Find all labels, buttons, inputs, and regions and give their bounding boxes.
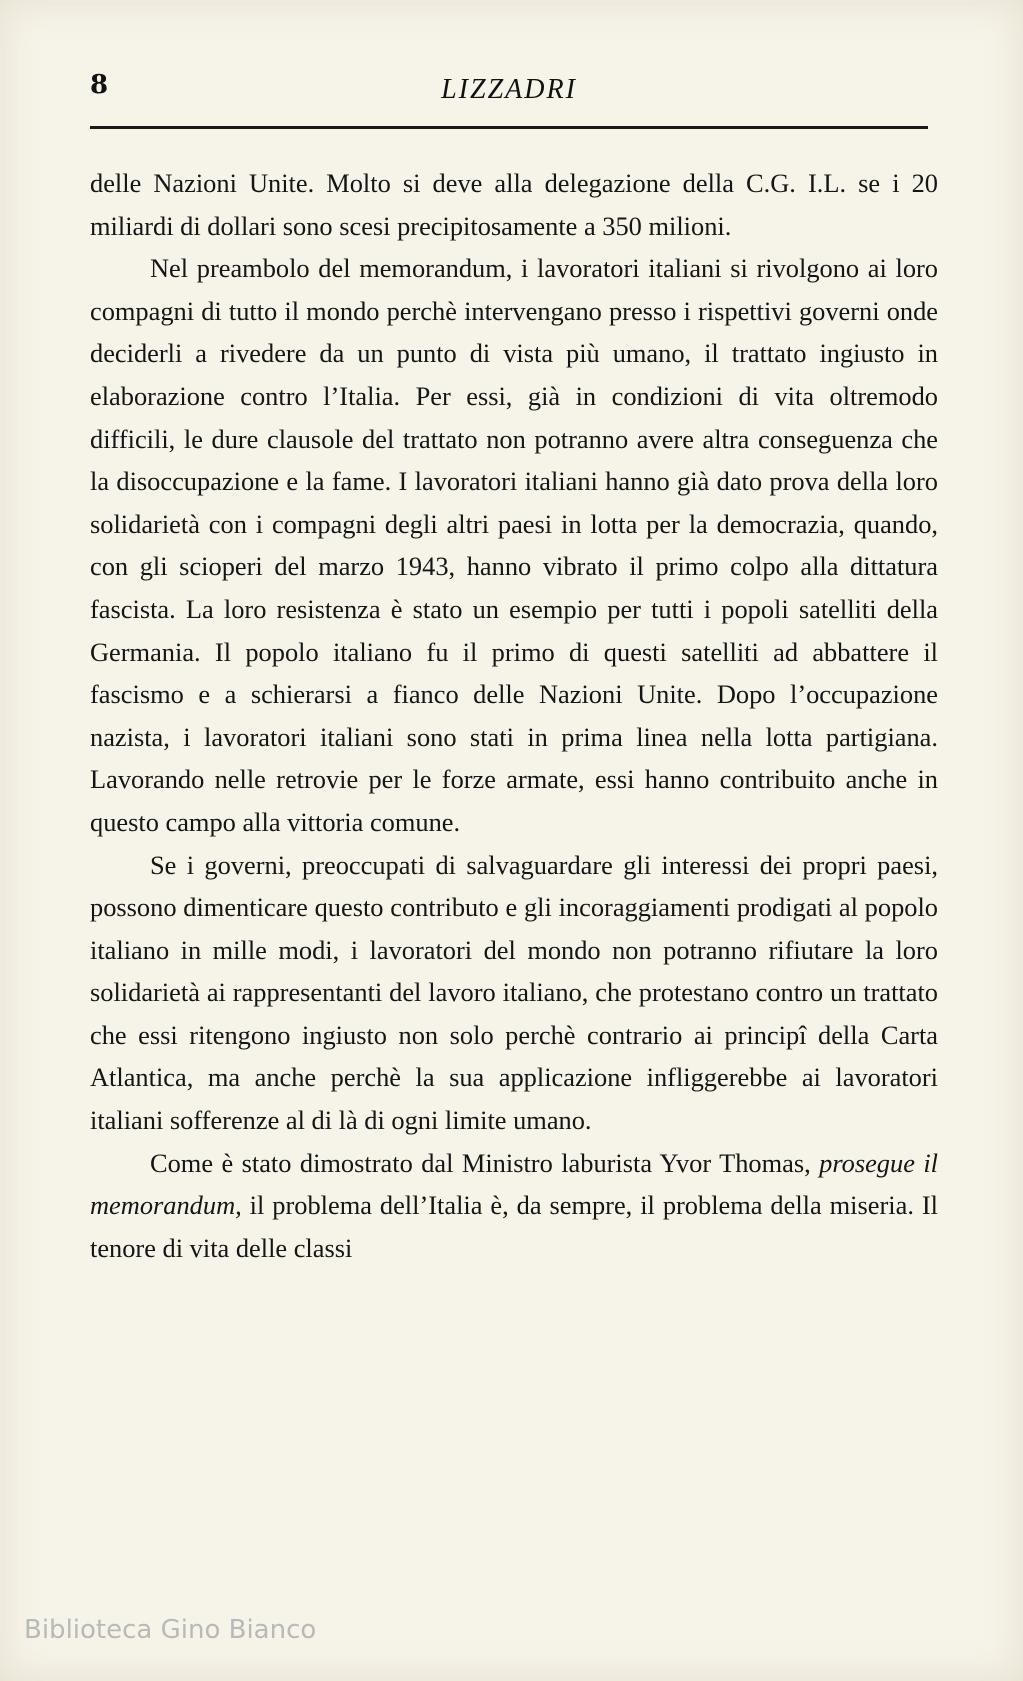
paragraph-4-end: il problema dell’Italia è, da sempre, il problema della miseria. Il tenore di vita delle classi <box>90 1190 938 1263</box>
paragraph-3: Se i governi, preoccupati di salvaguardare gli interessi dei propri paesi, possono dimenticare questo contributo e gli incoraggiamenti prodigati al popolo italiano in mille modi, i lavoratori del mondo non potranno rifiutare la loro solidarietà ai rappresentanti del lavoro italiano, che protestano contro un trattato che essi ritengono ingiusto non solo perchè contrario ai principî della Carta Atlantica, ma anche perchè la sua applicazione infliggerebbe ai lavoratori italiani sofferenze al di là di ogni limite umano. <box>90 849 938 1136</box>
paragraph-4-start: Come è stato dimostrato dal Ministro laburista Yvor Thomas, <box>150 1147 811 1178</box>
paragraph-1: delle Nazioni Unite. Molto si deve alla delegazione della C.G. I.L. se i 20 miliardi di dollari sono scesi precipitosamente a 350 milioni. <box>90 168 938 241</box>
paragraph-4-italic: prosegue il memorandum, <box>90 1147 939 1221</box>
body-text <box>90 162 938 1269</box>
page-number: 8 <box>90 70 109 100</box>
page-header <box>90 70 928 124</box>
running-title: LIZZADRI <box>441 74 577 105</box>
header-rule <box>90 126 928 129</box>
library-watermark: Biblioteca Gino Bianco <box>24 1615 317 1645</box>
paragraph-4 <box>90 1142 938 1270</box>
paragraph-2: Nel preambolo del memorandum, i lavoratori italiani si rivolgono ai loro compagni di tutto il mondo perchè intervengano presso i rispettivi governi onde deciderli a rivedere da un punto di vista più umano, il trattato ingiusto in elaborazione contro l’Italia. Per essi, già in condizioni di vita oltremodo difficili, le dure clausole del trattato non potranno avere altra conseguenza che la disoccupazione e la fame. I lavoratori italiani hanno già dato prova della loro solidarietà con i compagni degli altri paesi in lotta per la democrazia, quando, con gli scioperi del marzo 1943, hanno vibrato il primo colpo alla dittatura fascista. La loro resistenza è stato un esempio per tutti i popoli satelliti della Germania. Il popolo italiano fu il primo di questi satelliti ad abbattere il fascismo e a schierarsi a fianco delle Nazioni Unite. Dopo l’occupazione nazista, i lavoratori italiani sono stati in prima linea nella lotta partigiana. Lavorando nelle retrovie per le forze armate, essi hanno contribuito anche in questo campo alla vittoria comune. <box>90 253 938 837</box>
